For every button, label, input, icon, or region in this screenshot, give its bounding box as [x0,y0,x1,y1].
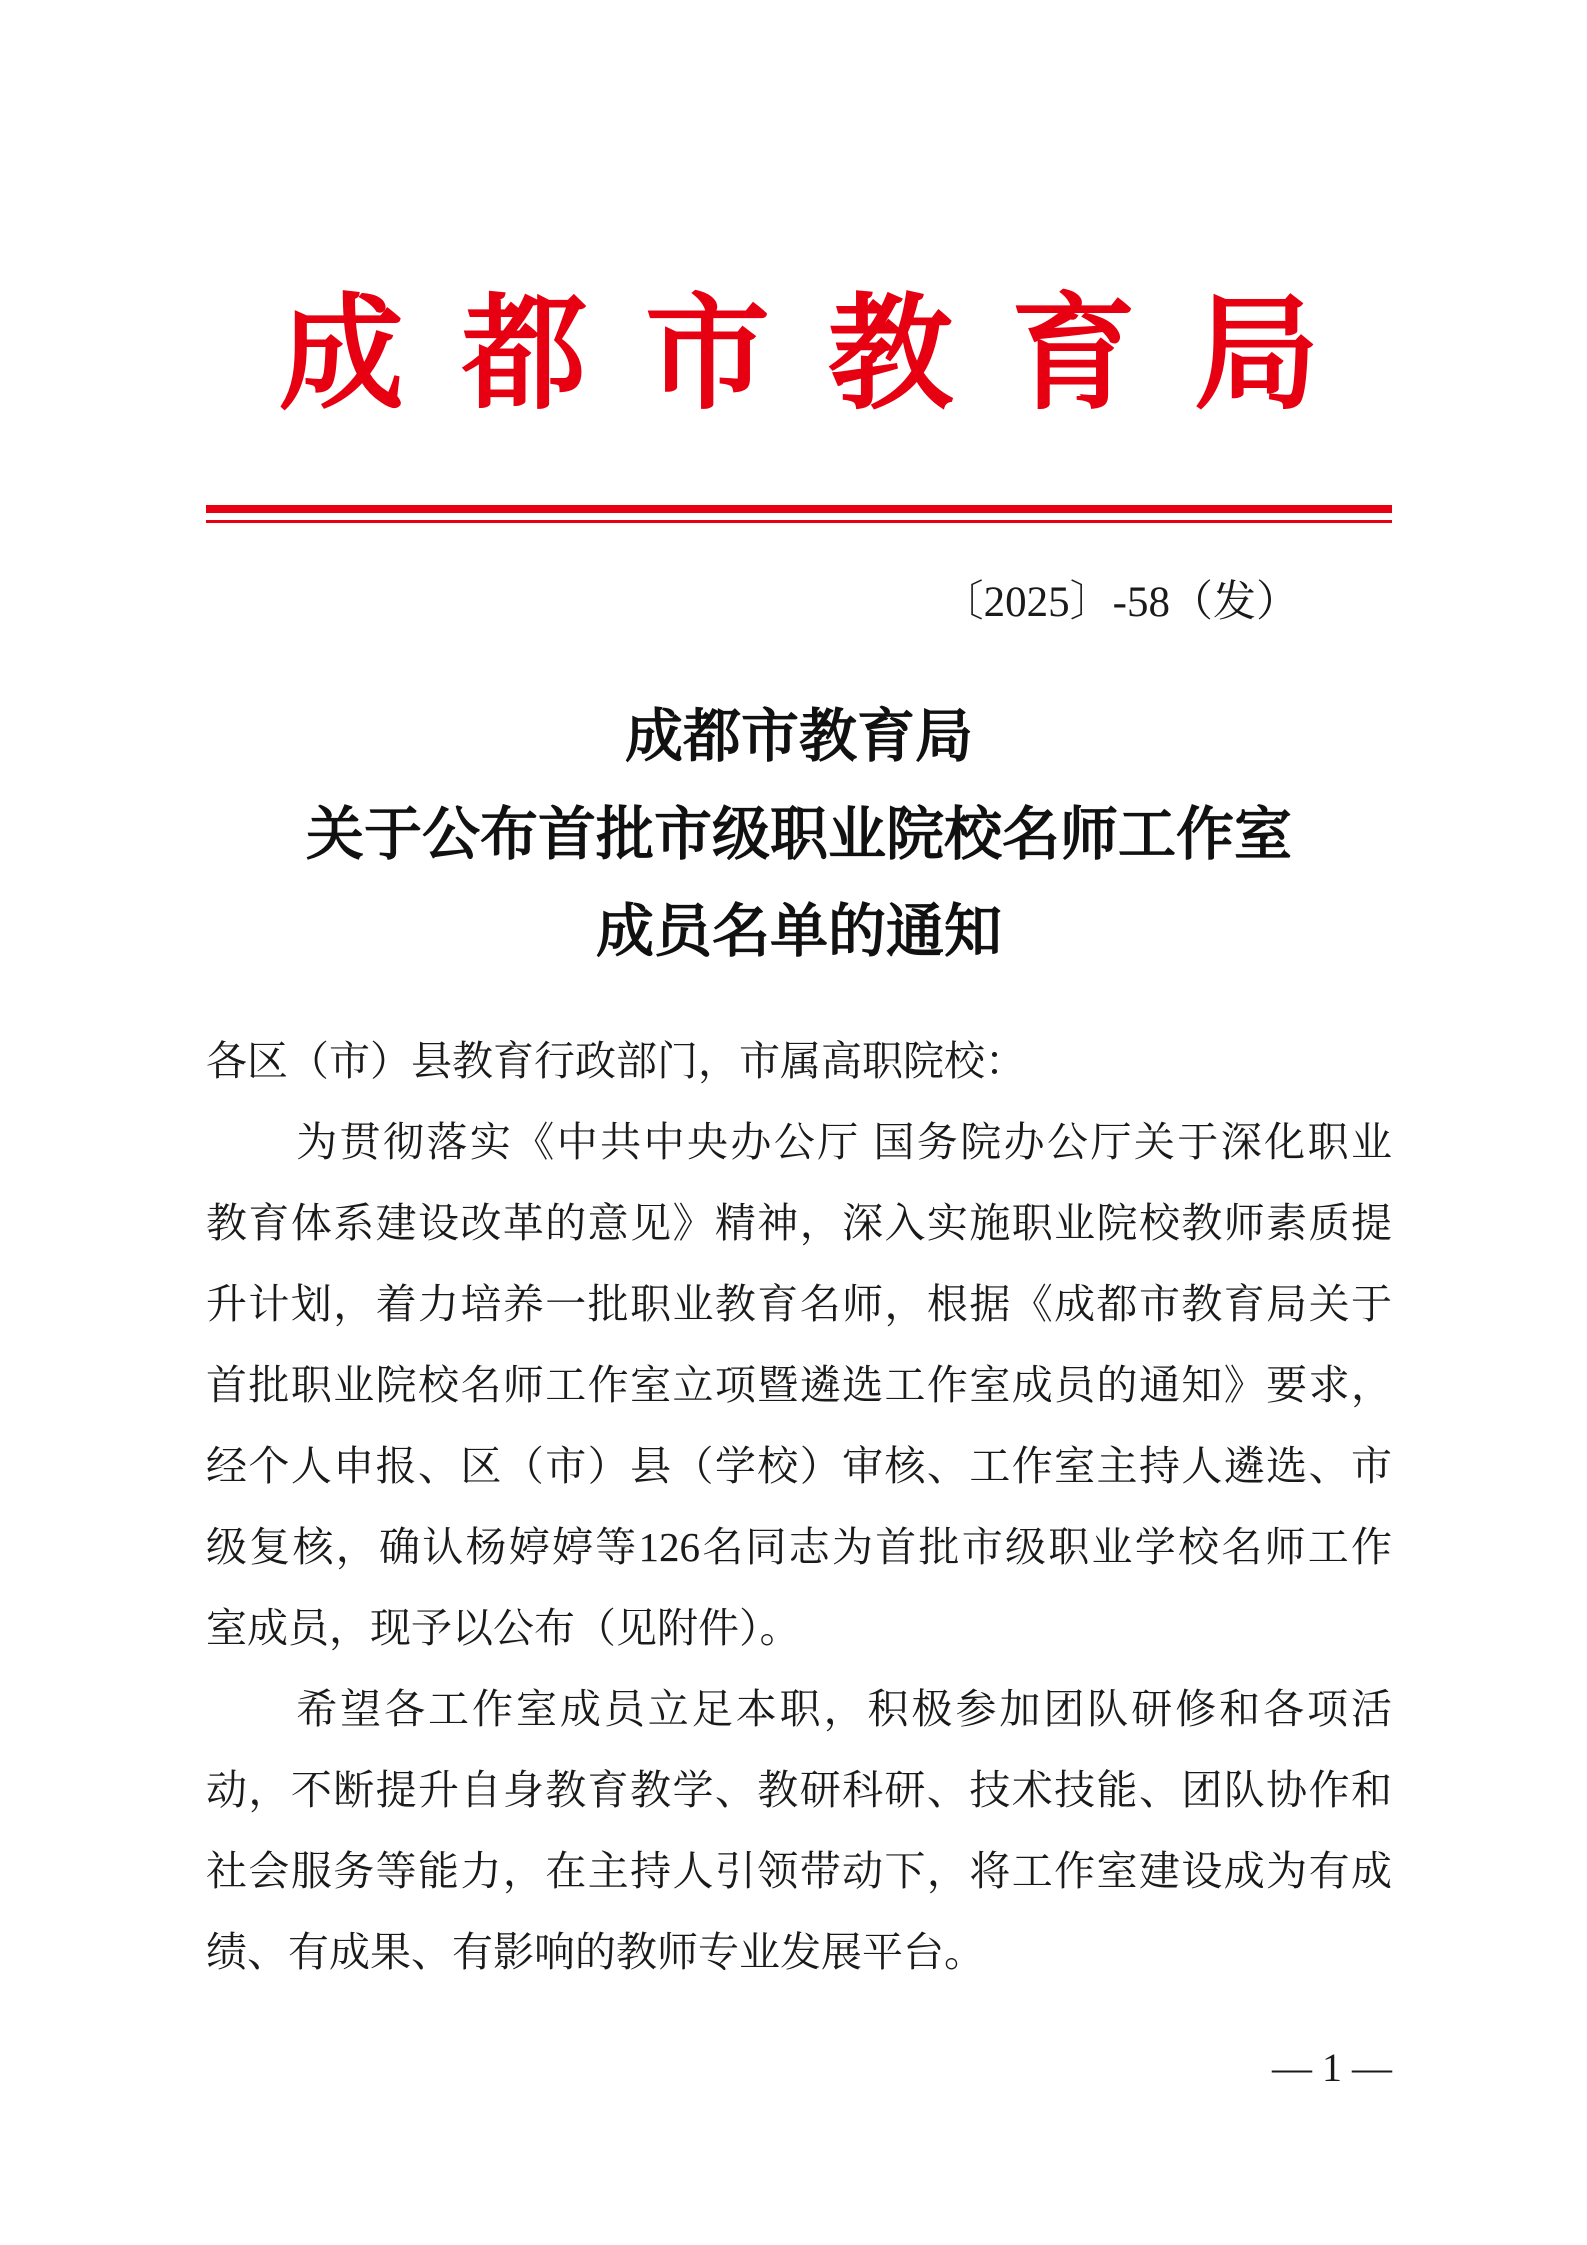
body-line: 经个人申报、区（市）县（学校）审核、工作室主持人遴选、市 [206,1443,1392,1489]
title-line: 成都市教育局 [624,702,973,770]
body-line: 升计划，着力培养一批职业教育名师，根据《成都市教育局关于 [206,1281,1392,1327]
title-line: 成员名单的通知 [595,897,1002,965]
body-line: 级复核，确认杨婷婷等126名同志为首批市级职业学校名师工作 [206,1524,1392,1570]
agency-letterhead-title: 成都市教育局 [279,281,1377,427]
title-line: 关于公布首批市级职业院校名师工作室 [305,799,1292,868]
document-number: 〔2025〕-58（发） [940,579,1299,626]
salutation: 各区（市）县教育行政部门，市属高职院校： [206,1038,1026,1084]
page-number: — 1 — [1272,2045,1392,2090]
body-line: 室成员，现予以公布（见附件）。 [206,1605,801,1651]
body-line: 教育体系建设改革的意见》精神，深入实施职业院校教师素质提 [206,1200,1392,1246]
document-title [206,688,1392,981]
body-line: 绩、有成果、有影响的教师专业发展平台。 [206,1929,985,1975]
body-line: 首批职业院校名师工作室立项暨遴选工作室成员的通知》要求， [206,1362,1392,1408]
body-line: 为贯彻落实《中共中央办公厅 国务院办公厅关于深化职业 [296,1119,1392,1165]
letterhead-rule-thick [206,505,1392,513]
paragraph-2 [206,1669,1392,1993]
body-line: 希望各工作室成员立足本职，积极参加团队研修和各项活 [296,1686,1392,1732]
paragraph-1 [206,1102,1392,1669]
letterhead-rule-thin [206,520,1392,523]
body-line: 动，不断提升自身教育教学、教研科研、技术技能、团队协作和 [206,1767,1392,1813]
body-line: 社会服务等能力，在主持人引领带动下，将工作室建设成为有成 [206,1848,1392,1894]
document-body [206,1021,1392,1993]
